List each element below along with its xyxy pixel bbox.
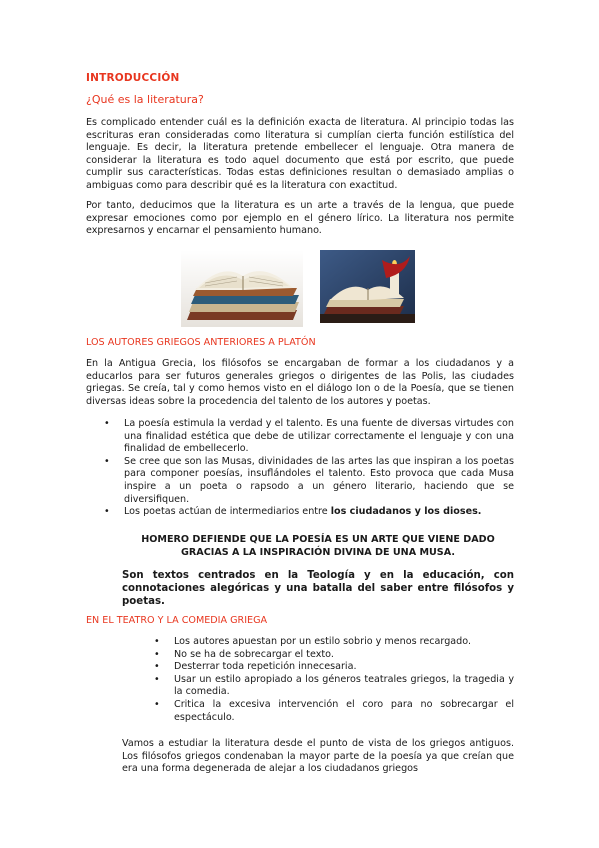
list-item <box>102 506 514 519</box>
page-subheading: ¿Qué es la literatura? <box>86 93 204 106</box>
page-heading: INTRODUCCIÓN <box>86 72 180 84</box>
list-item: • Usar un estilo apropiado a los géneros teatrales griegos, la tragedia y la comedia. <box>152 674 514 699</box>
greek-authors-bullet-list <box>102 418 514 519</box>
section-title-theatre: EN EL TEATRO Y LA COMEDIA GRIEGA <box>86 615 268 626</box>
list-item: • Se cree que son las Musas, divinidades de las artes las que inspiran a los poetas para componer poesías, insuflándoles el talento. Esto provoca que cada Musa inspire a un poeta o rapsodo a un género literario, haciendo que se diversifiquen. <box>102 456 514 506</box>
list-item: • No se ha de sobrecargar el texto. <box>152 649 514 662</box>
homero-quote: HOMERO DEFIENDE QUE LA POESÍA ES UN ARTE QUE VIENE DADO GRACIAS A LA INSPIRACIÓN DIVINA DE UNA MUSA. <box>141 534 495 558</box>
list-item: • Desterrar toda repetición innecesaria. <box>152 661 514 674</box>
section-title-greek-authors: LOS AUTORES GRIEGOS ANTERIORES A PLATÓN <box>86 337 316 348</box>
open-books-photo <box>181 250 303 327</box>
intro-paragraph-1: Es complicado entender cuál es la definición exacta de literatura. Al principio todas las escrituras eran consideradas como literatura si cumplían cierta función estilística del lenguaje. Es decir, la literatura pretende embellecer el lenguaje. Otra manera de considerar la literatura es todo aquel documento que está por escrito, que puede cumplir sus características. Todas estas definiciones resultan o demasiado amplias o ambiguas como para describir qué es la literatura con exactitud. <box>86 117 514 191</box>
books-and-candle-photo <box>320 250 415 323</box>
list-item: • Los autores apuestan por un estilo sobrio y menos recargado. <box>152 636 514 649</box>
greek-authors-paragraph: En la Antigua Grecia, los filósofos se encargaban de formar a los ciudadanos y a educarlos para ser futuros generales griegos o dirigentes de las Polis, las ciudades griegas. Se creía, tal y como hemos visto en el diálogo Ion o de la Poesía, que se tienen diversas ideas sobre la procedencia del talento de los autores y poetas. <box>86 358 514 407</box>
bullet-text: Los poetas actúan de intermediarios entre <box>124 506 331 518</box>
theatre-bullet-list <box>152 636 514 724</box>
list-item: • La poesía estimula la verdad y el talento. Es una fuente de diversas virtudes con una finalidad estética que debe de utilizar correctamente el lenguaje y con una finalidad de embellecerlo. <box>102 418 514 456</box>
list-item: • Critica la excesiva intervención el coro para no sobrecargar el espectáculo. <box>152 699 514 724</box>
intro-paragraph-2: Por tanto, deducimos que la literatura es un arte a través de la lengua, que puede expresar emociones como por ejemplo en el género lírico. La literatura nos permite expresarnos y encarnar el pensamiento humano. <box>86 200 514 237</box>
theology-statement: Son textos centrados en la Teología y en la educación, con connotaciones alegóricas y una batalla del saber entre filósofos y poetas. <box>122 570 514 607</box>
closing-paragraph: Vamos a estudiar la literatura desde el punto de vista de los griegos antiguos. Los filósofos griegos condenaban la mayor parte de la poesía ya que creían que era una forma degenerada de alejar a los ciudadanos griegos <box>122 738 514 775</box>
bullet-bold-text: los ciudadanos y los dioses. <box>330 506 482 518</box>
